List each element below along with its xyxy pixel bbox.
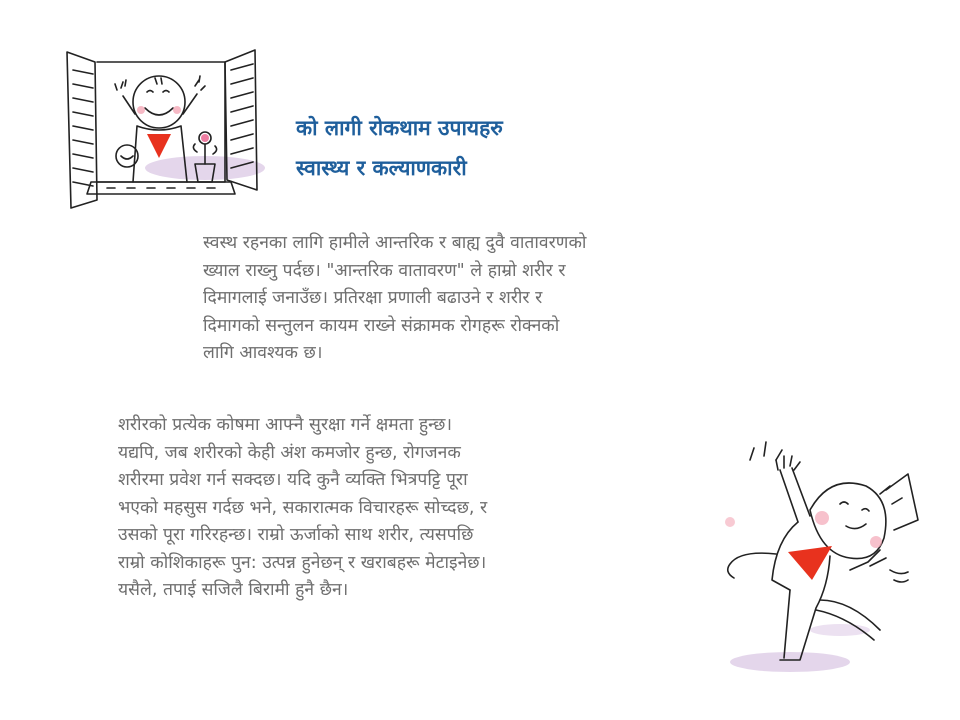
waving-person-illustration [680, 430, 940, 680]
intro-paragraph-line: लागि आवश्यक छ। [203, 343, 323, 363]
page-title: को लागी रोकथाम उपायहरु [296, 116, 503, 140]
body-paragraph-line: यसैले, तपाई सजिलै बिरामी हुनै छैन। [118, 580, 349, 600]
intro-paragraph-line: ख्याल राख्नु पर्दछ। "आन्तरिक वातावरण" ले हाम्रो शरीर र [203, 260, 566, 281]
intro-paragraph [203, 230, 803, 368]
child-at-window-illustration [55, 40, 285, 220]
intro-paragraph-line: दिमागलाई जनाउँछ। प्रतिरक्षा प्रणाली बढाउने र शरीर र [203, 288, 543, 308]
intro-paragraph-line: दिमागको सन्तुलन कायम राख्ने संक्रामक रोगहरू रोक्नको [203, 315, 560, 336]
body-paragraph [118, 412, 678, 605]
body-paragraph-line: उसको पूरा गरिरहन्छ। राम्रो ऊर्जाको साथ शरीर, त्यसपछि [118, 525, 474, 545]
body-paragraph-line: शरीरमा प्रवेश गर्न सक्दछ। यदि कुनै व्यक्ति भित्रपट्टि पूरा [118, 470, 468, 490]
page-subtitle: स्वास्थ्य र कल्याणकारी [296, 156, 467, 180]
body-paragraph-line: शरीरको प्रत्येक कोषमा आफ्नै सुरक्षा गर्ने क्षमता हुन्छ। [118, 415, 453, 435]
body-paragraph-line: यद्यपि, जब शरीरको केही अंश कमजोर हुन्छ, रोगजनक [118, 442, 461, 463]
body-paragraph-line: भएको महसुस गर्दछ भने, सकारात्मक विचारहरू सोच्दछ, र [118, 497, 488, 518]
intro-paragraph-line: स्वस्थ रहनका लागि हामीले आन्तरिक र बाह्य दुवै वातावरणको [203, 233, 587, 253]
body-paragraph-line: राम्रो कोशिकाहरू पुन: उत्पन्न हुनेछन् र खराबहरू मेटाइनेछ। [118, 552, 487, 573]
